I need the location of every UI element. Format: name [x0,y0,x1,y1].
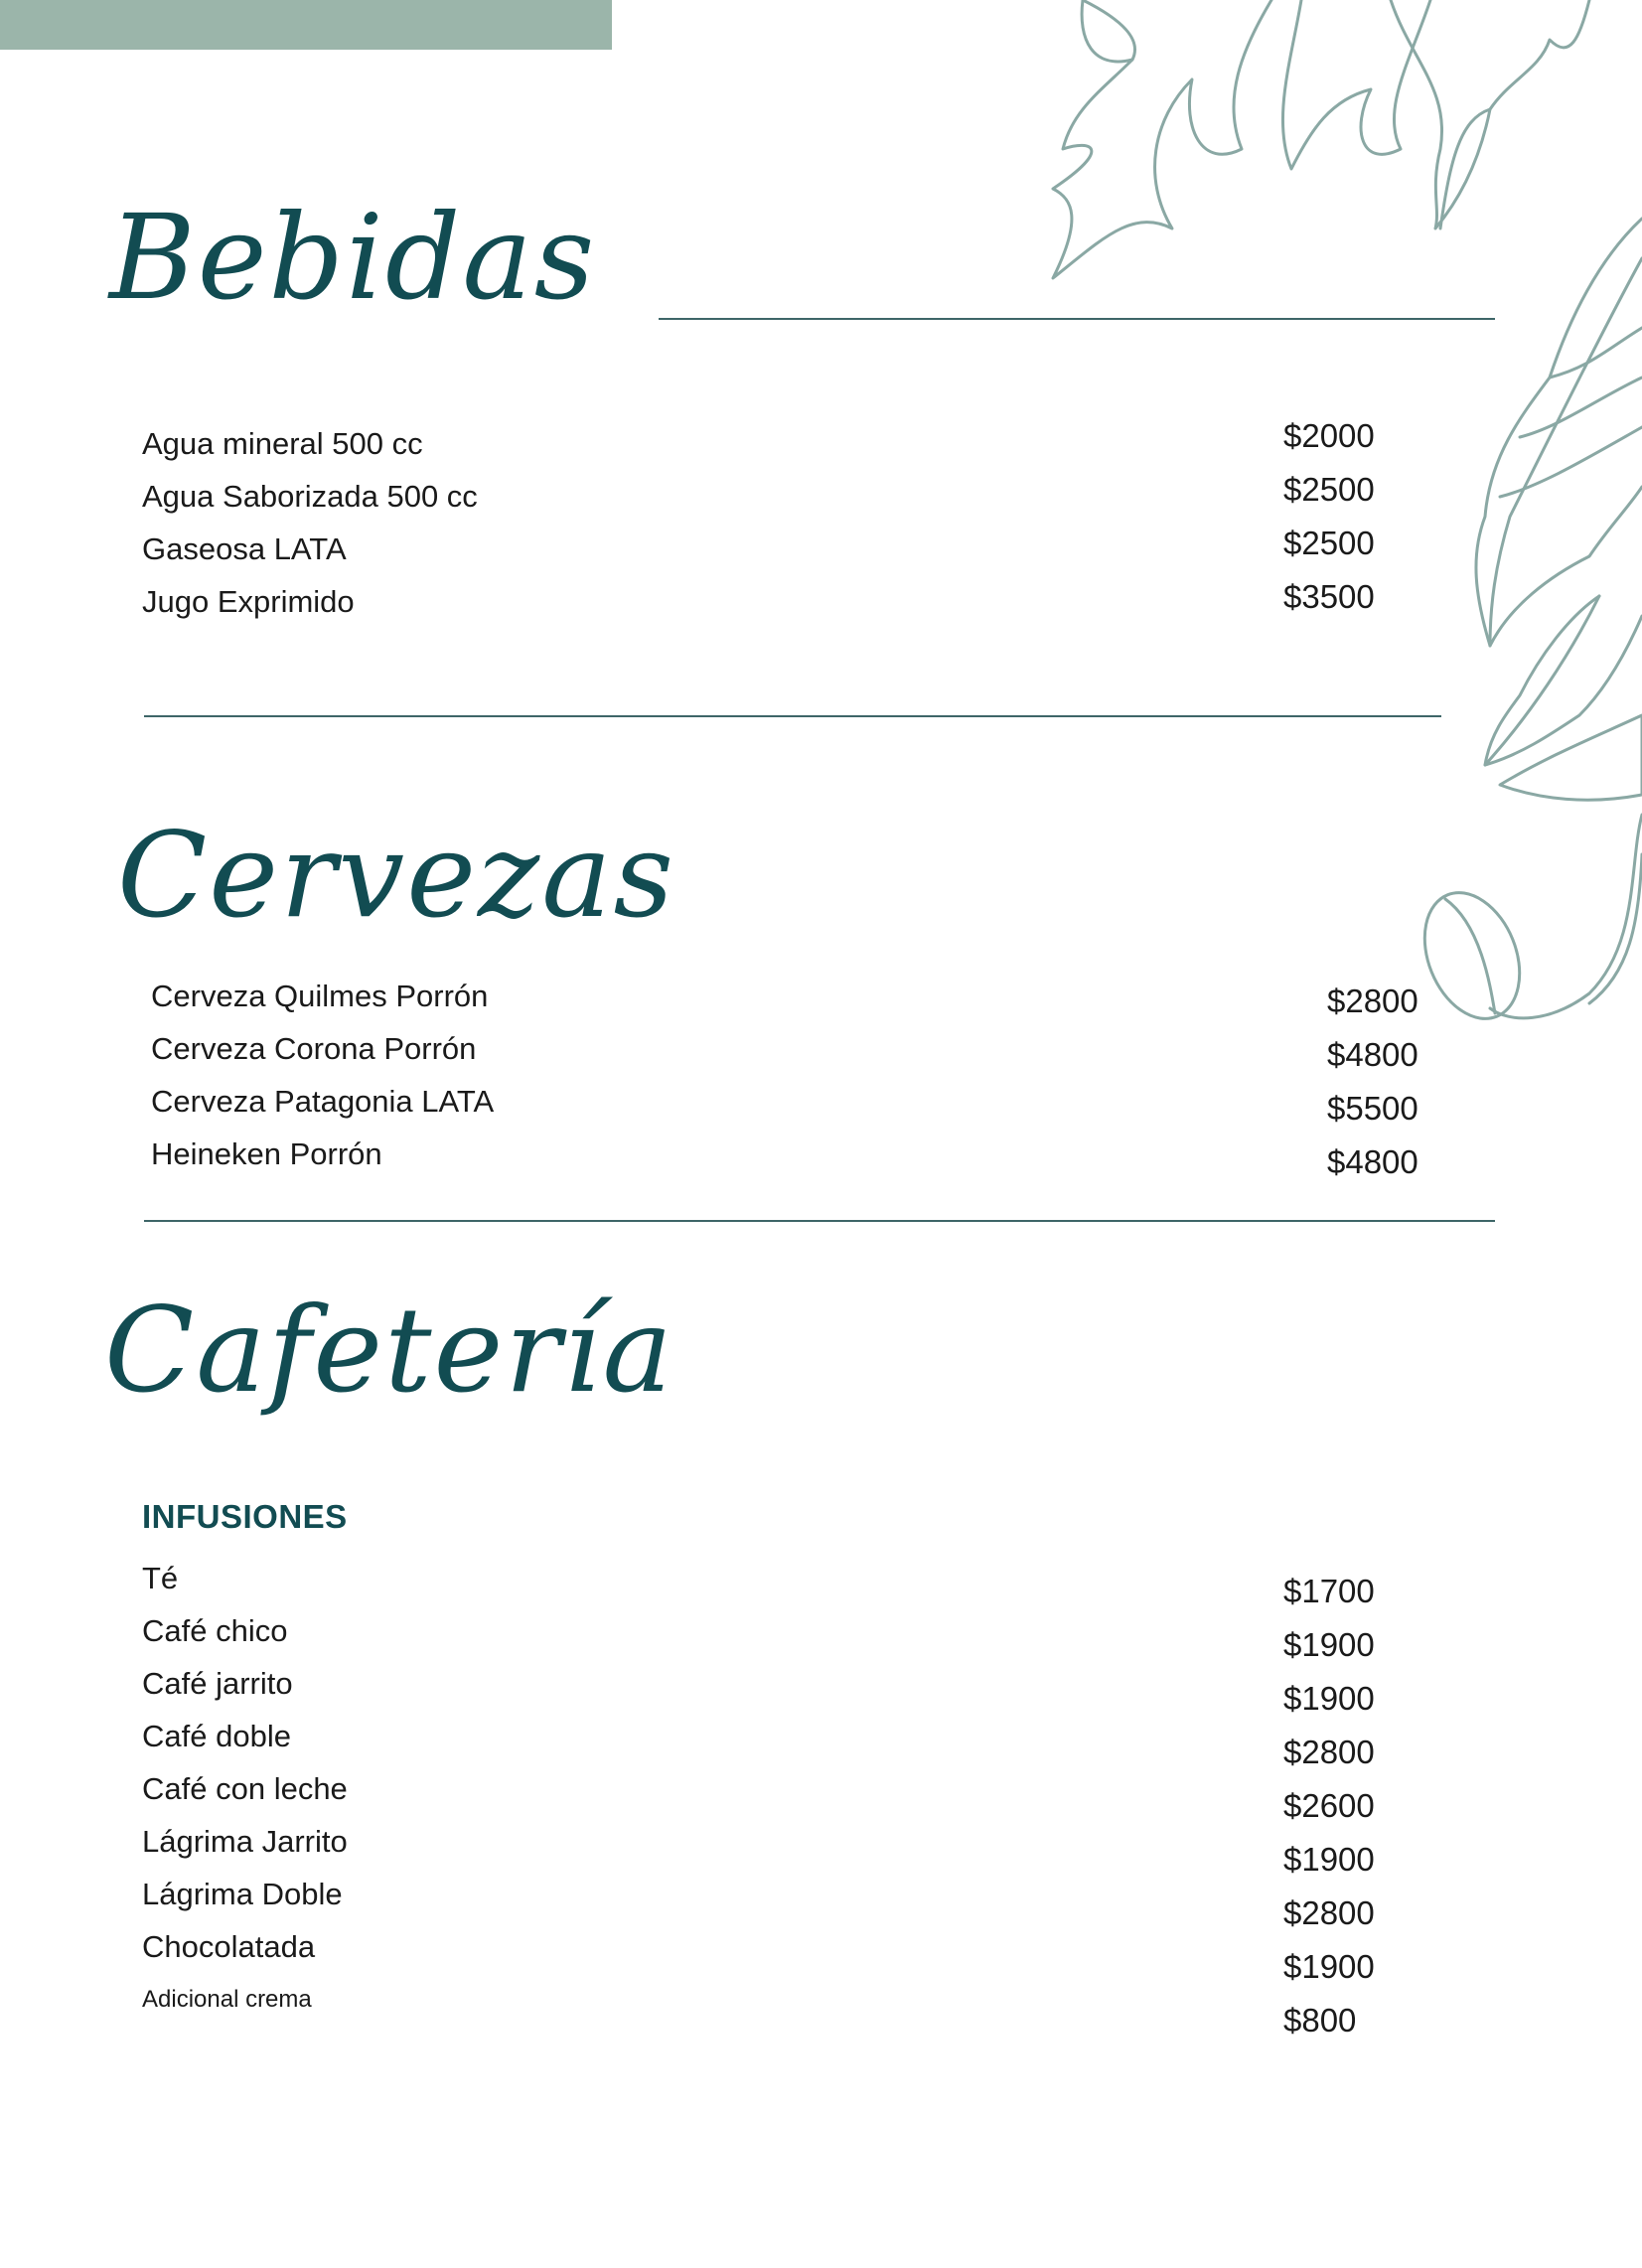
divider-rule [144,715,1441,717]
menu-item-price: $2500 [1283,525,1375,561]
menu-item-name: Cerveza Corona Porrón [151,1031,477,1066]
section-title-bebidas: Bebidas [109,189,597,326]
menu-item-price: $5500 [1327,1090,1418,1127]
menu-item-name: Té [142,1561,179,1595]
menu-item-name: Café con leche [142,1771,348,1806]
menu-item-price: $2800 [1327,983,1418,1019]
menu-price-list [1283,409,1375,624]
menu-item-price: $4800 [1327,1036,1418,1073]
menu-item-name: Café chico [142,1613,288,1648]
menu-item-name: Café doble [142,1719,291,1753]
menu-item-price: $1700 [1283,1573,1375,1609]
menu-item-name: Gaseosa LATA [142,531,347,566]
menu-item-price: $2800 [1283,1734,1375,1770]
menu-item-name: Agua Saborizada 500 cc [142,479,478,514]
menu-item-price: $1900 [1283,1626,1375,1663]
menu-item-list [142,1552,348,2026]
menu-item-price: $1900 [1283,1948,1375,1985]
menu-item-price: $1900 [1283,1680,1375,1717]
section-title-cafeteria: Cafetería [104,1282,674,1419]
section-title-cervezas: Cervezas [117,807,676,944]
menu-item-name: Jugo Exprimido [142,584,355,619]
menu-item-list [142,417,478,628]
menu-item-list [151,970,494,1180]
menu-item-name: Lágrima Jarrito [142,1824,348,1859]
top-banner-bar [0,0,612,50]
menu-item-name: Cerveza Quilmes Porrón [151,979,489,1013]
divider-rule [659,318,1495,320]
menu-price-list [1327,975,1418,1189]
menu-item-price: $1900 [1283,1841,1375,1878]
menu-item-name: Heineken Porrón [151,1136,382,1171]
menu-item-price: $800 [1283,2002,1357,2039]
menu-item-name: Chocolatada [142,1929,316,1964]
menu-item-price: $2800 [1283,1894,1375,1931]
menu-item-price: $2500 [1283,471,1375,508]
menu-price-list [1283,1565,1375,2047]
menu-item-price: $2600 [1283,1787,1375,1824]
divider-rule [144,1220,1495,1222]
menu-item-name: Café jarrito [142,1666,293,1701]
menu-item-price: $4800 [1327,1143,1418,1180]
menu-item-name: Cerveza Patagonia LATA [151,1084,495,1119]
menu-item-name: Adicional crema [142,1986,312,2013]
menu-item-price: $3500 [1283,578,1375,615]
subheading-infusiones: INFUSIONES [142,1498,348,1535]
menu-item-price: $2000 [1283,417,1375,454]
menu-item-name: Lágrima Doble [142,1877,343,1911]
menu-item-name: Agua mineral 500 cc [142,426,423,461]
